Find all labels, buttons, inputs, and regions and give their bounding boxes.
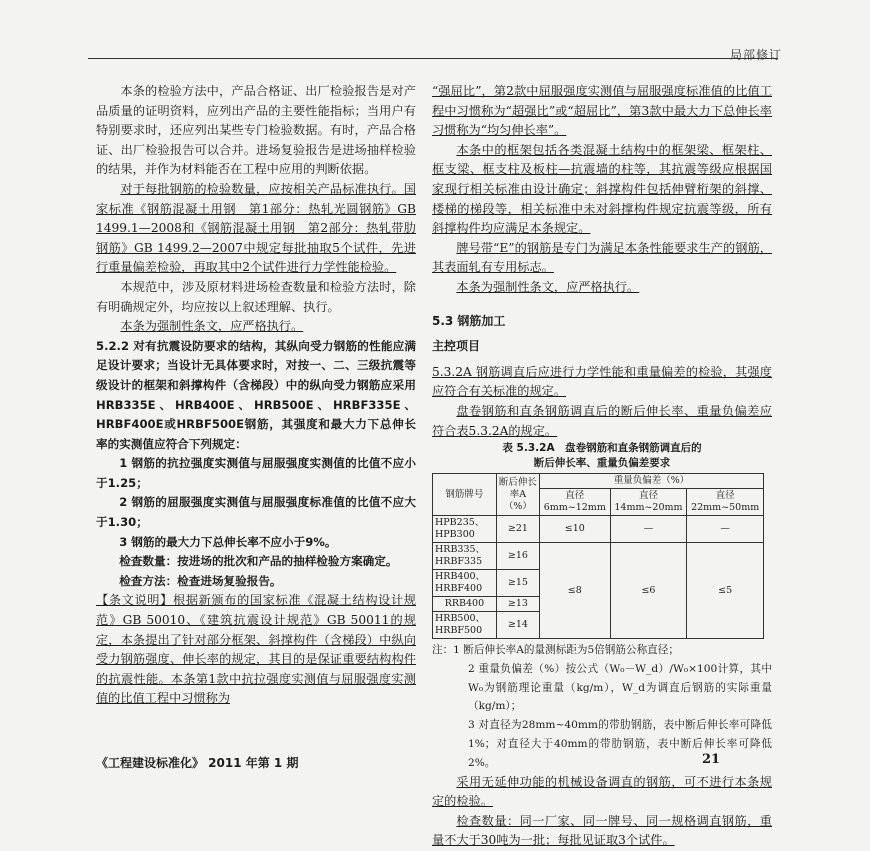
paragraph: 检查数量：同一厂家、同一牌号、同一规格调直钢筋，重量不大于30吨为一批；每批见证取3个试件。	[432, 813, 772, 848]
col-header-deviation: 重量负偏差（%）	[539, 474, 763, 489]
col-header-d2: 直径14mm~20mm	[610, 489, 687, 516]
inspection-quantity: 检查数量：按进场的批次和产品的抽样检验方案确定。	[119, 554, 398, 569]
requirements-table	[432, 473, 764, 639]
paragraph: 本条的检验方法中，产品合格证、出厂检验报告是对产品质量的证明资料，应列出产品的主要性能指标；当用户有特别要求时，还应列出某些专门检验数据。有时，产品合格证、出厂检验报告可以合并。进场复验报告是进场抽样检验的结果，并作为材料能否在工程中应用的判断依据。	[96, 84, 416, 177]
clause-5-3-2a: 5.3.2A 钢筋调直后应进行力学性能和重量偏差的检验，其强度应符合有关标准的规定。	[432, 364, 772, 399]
table-row: HRB500、HRBF500 ≥14	[433, 612, 764, 639]
table-caption: 表 5.3.2A 盘卷钢筋和直条钢筋调直后的	[502, 442, 702, 455]
header-rule	[88, 58, 778, 59]
col-header-grade: 钢筋牌号	[433, 474, 497, 516]
paragraph: 盘卷钢筋和直条钢筋调直后的断后伸长率、重量负偏差应符合表5.3.2A的规定。	[432, 403, 772, 438]
table-note: 2 重量负偏差（%）按公式（W₀－W_d）/W₀×100计算，其中W₀为钢筋理论重量（kg/m），W_d为调直后钢筋的实际重量（kg/m）；	[468, 662, 772, 713]
table-row: HRB400、HRBF400 ≥15	[433, 570, 764, 597]
section-heading: 5.3 钢筋加工	[432, 313, 506, 328]
table-caption: 断后伸长率、重量负偏差要求	[533, 457, 671, 470]
table-row: HRB335、HRBF335 ≥16 ≤8 ≤6 ≤5	[433, 543, 764, 570]
table-note: 注：1 断后伸长率A的量测标距为5倍钢筋公称直径；	[432, 644, 679, 657]
clause-5-2-2: 5.2.2 对有抗震设防要求的结构，其纵向受力钢筋的性能应满足设计要求；当设计无具体要求时，对按一、二、三级抗震等级设计的框架和斜撑构件（含梯段）中的纵向受力钢筋应采用HRB335E、HRB400E、HRB500E、HRBF335E、HRBF400E或HRBF500E钢筋，其强度和最大力下总伸长率的实测值应符合下列规定：	[96, 338, 416, 451]
table-row: HPB235、HPB300 ≥21 ≤10 — —	[433, 516, 764, 543]
subsection-heading: 主控项目	[432, 339, 481, 354]
paragraph: 本条为强制性条文，应严格执行。	[456, 279, 640, 294]
paragraph: “强屈比”，第2款中屈服强度实测值与屈服强度标准值的比值工程中习惯称为“超强比”或“超屈比”，第3款中最大力下总伸长率习惯称为“均匀伸长率”。	[432, 84, 772, 138]
clause-explanation: 【条文说明】根据新颁布的国家标准《混凝土结构设计规范》GB 50010、《建筑抗震设计规范》GB 50011的规定，本条提出了针对部分框架、斜撑构件（含梯段）中纵向受力钢筋强度、伸长率的规定，其目的是保证重要结构构件的抗震性能。本条第1款中抗拉强度实测值与屈服强度实测值的比值工程中习惯称为	[96, 593, 416, 706]
header-tag: 局部修订	[729, 48, 782, 62]
right-column	[432, 82, 772, 851]
paragraph: 对于每批钢筋的检验数量，应按相关产品标准执行。国家标准《钢筋混凝土用钢 第1部分：热轧光圆钢筋》GB 1499.1—2008和《钢筋混凝土用钢 第2部分：热轧带肋钢筋》GB 1499.2—2007中规定每批抽取5个试件，先进行重量偏差检验，再取其中2个试件进行力学性能检验。	[96, 181, 416, 275]
paragraph: 牌号带“E”的钢筋是专门为满足本条性能要求生产的钢筋，其表面轧有专用标志。	[432, 240, 772, 275]
page-number: 21	[702, 752, 721, 767]
table-row: RRB400 ≥13	[433, 597, 764, 612]
journal-name: 《工程建设标准化》 2011 年第 1 期	[96, 756, 299, 770]
inspection-method: 检查方法：检查进场复验报告。	[119, 573, 282, 588]
table-note: 3 对直径为28mm~40mm的带肋钢筋，表中断后伸长率可降低1%；对直径大于40mm的带肋钢筋，表中断后伸长率可降低2%。	[468, 719, 772, 769]
col-header-d1: 直径6mm~12mm	[539, 489, 610, 516]
col-header-elongation: 断后伸长率A（%）	[496, 474, 539, 516]
paragraph: 采用无延伸功能的机械设备调直的钢筋，可不进行本条规定的检验。	[432, 774, 772, 809]
clause-item-2: 2 钢筋的屈服强度实测值与屈服强度标准值的比值不应大于1.30；	[96, 495, 416, 530]
clause-item-3: 3 钢筋的最大力下总伸长率不应小于9%。	[119, 534, 337, 549]
paragraph: 本条中的框架包括各类混凝土结构中的框架梁、框架柱、框支梁、框支柱及板柱—抗震墙的柱等，其抗震等级应根据国家现行相关标准由设计确定；斜撑构件包括伸臂桁架的斜撑、楼梯的梯段等，相关标准中未对斜撑构件规定抗震等级，所有斜撑构件均应满足本条规定。	[432, 142, 772, 236]
left-column	[96, 82, 416, 709]
col-header-d3: 直径22mm~50mm	[687, 489, 764, 516]
clause-item-1: 1 钢筋的抗拉强度实测值与屈服强度实测值的比值不应小于1.25；	[96, 456, 416, 490]
paragraph: 本规范中，涉及原材料进场检查数量和检验方法时，除有明确规定外，均应按以上叙述理解、执行。	[96, 279, 416, 314]
paragraph: 本条为强制性条文，应严格执行。	[120, 319, 304, 334]
